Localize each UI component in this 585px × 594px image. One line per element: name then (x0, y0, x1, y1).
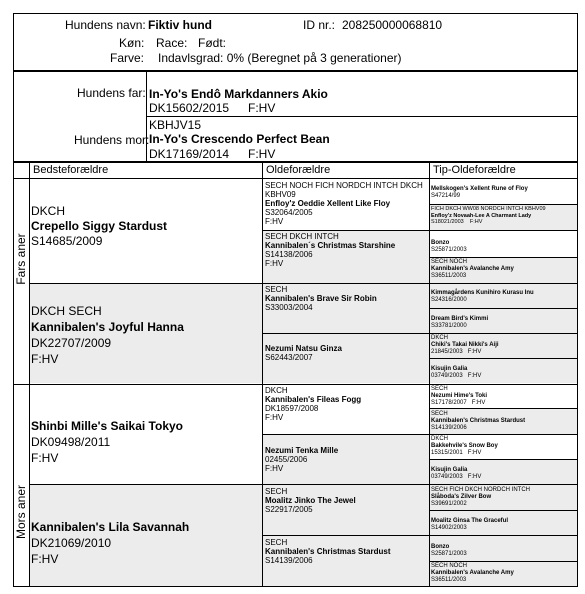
gggp-title: SECH FICH DKCH NORDCH INTCH (431, 487, 530, 493)
grandparent-reg: DK21069/2010 (31, 536, 112, 550)
grandparent-title: DKCH (31, 204, 66, 218)
gggp-name: Bonzo (431, 544, 450, 550)
grandparent-3 (31, 419, 183, 465)
gggp-name: Bonzo (431, 240, 450, 246)
gggp-15 (431, 544, 467, 558)
grandparent-name: Kannibalen's Joyful Hanna (31, 320, 184, 334)
gggp-hd: F:HV (467, 373, 482, 379)
gggp-4 (431, 259, 514, 280)
ggp-reg: S14138/2006 (265, 250, 313, 259)
ggp-divider-7 (262, 535, 578, 536)
great-grandparent-4 (265, 344, 342, 362)
ggp-hd: F:HV (265, 259, 284, 268)
gggp-3 (431, 240, 467, 254)
gggp-reg: 15315/2001 (431, 450, 463, 456)
ggp-reg: S32064/2005 (265, 208, 313, 217)
gggp-reg: 03749/2003 (431, 373, 463, 379)
id-value: 208250000068810 (342, 18, 443, 32)
gggp-reg: S18021/2003 (431, 219, 464, 225)
ggp-divider-3 (262, 333, 578, 334)
col-header-great-great-grandparents: Tip-Oldeforældre (433, 164, 516, 176)
gggp-14 (431, 518, 508, 532)
gggp-div-1 (429, 204, 578, 205)
color-label: Farve: (110, 51, 145, 65)
ggp-title: SECH (265, 285, 288, 294)
gggp-name: Kannibalen's Christmas Stardust (431, 418, 526, 424)
ggp-hd: F:HV (265, 217, 284, 226)
ggp-hd: F:HV (265, 464, 284, 473)
mother-title: KBHJV15 (149, 118, 202, 132)
gggp-title: SECH NOCH (431, 563, 468, 569)
parents-divider-horizontal (146, 116, 578, 117)
sex-label: Køn: (119, 36, 145, 50)
great-grandparent-7 (265, 487, 356, 514)
gp-divider-3 (29, 484, 578, 485)
side-divider (13, 384, 578, 385)
gggp-div-13 (429, 510, 578, 511)
gggp-hd: F:HV (467, 474, 482, 480)
gggp-title: DKCH (431, 335, 449, 341)
gggp-name: Bakkehvile's Snow Boy (431, 443, 498, 449)
side-label-fathers: Fars aner (14, 233, 28, 285)
gggp-div-11 (429, 459, 578, 460)
gggp-hd: F:HV (467, 450, 482, 456)
ggp-name: Kannibalen's Fileas Fogg (265, 395, 362, 404)
grandparent-reg: DK09498/2011 (31, 435, 111, 449)
grandparent-reg: S14685/2009 (31, 234, 103, 248)
gggp-reg: S33781/2000 (431, 323, 467, 329)
gp-divider-1 (29, 283, 578, 284)
gggp-name: Kisujin Galia (431, 366, 468, 372)
ggp-name: Kannibalen's Christmas Stardust (265, 547, 391, 556)
grandparent-1 (31, 204, 167, 248)
gggp-7 (431, 335, 499, 356)
gggp-11 (431, 436, 498, 457)
ggp-divider-5 (262, 434, 578, 435)
gggp-name: Enfloy'z Novaah-Lee A Charmant Lady (431, 212, 532, 219)
inbreeding-text: Indavlsgrad: 0% (Beregnet på 3 generationer) (158, 51, 402, 65)
ggp-reg: DK18597/2008 (265, 404, 319, 413)
gggp-title: SECH (431, 386, 448, 392)
gggp-hd: F:HV (469, 219, 483, 225)
gggp-reg: 03749/2003 (431, 474, 463, 480)
ggp-reg: 02455/2006 (265, 455, 308, 464)
ggp-name: Enfloy'z Oeddie Xellent Like Floy (265, 199, 391, 208)
gggp-reg: S36511/2003 (431, 577, 467, 583)
gggp-name: Mellskogen's Xellent Rune of Floy (431, 186, 528, 192)
gggp-9 (431, 386, 487, 407)
ggp-name: Nezumi Tenka Mille (265, 446, 339, 455)
mother-reg: DK17169/2014 (149, 147, 230, 161)
great-grandparent-5 (265, 386, 361, 422)
ggp-name: Kannibalen´s Christmas Starshine (265, 241, 396, 250)
ggp-reg: S62443/2007 (265, 353, 313, 362)
grandparent-hd: F:HV (31, 352, 59, 366)
father-reg: DK15602/2015 (149, 101, 230, 115)
gggp-8 (431, 366, 481, 380)
gggp-name: Slåboda's Zilver Bow (431, 494, 492, 500)
born-label: Født: (198, 36, 227, 50)
gggp-title: DKCH (431, 436, 449, 442)
gggp-title: FICH DKCH WW08 NORDCH INTCH KBHV09 (431, 206, 546, 212)
gggp-name: Kannibalen's Avalanche Amy (431, 266, 514, 272)
gggp-reg: S47214/99 (431, 193, 461, 199)
header-row-line (13, 178, 578, 179)
grandparent-4 (31, 520, 189, 566)
gggp-1 (431, 186, 528, 200)
gggp-hd: F:HV (471, 400, 486, 406)
side-label-mothers: Mors aner (14, 484, 28, 540)
gggp-13 (431, 487, 530, 508)
ggp-divider-1 (262, 230, 578, 231)
gggp-10 (431, 411, 525, 432)
col-line-2 (429, 162, 430, 587)
ggp-hd: F:HV (265, 413, 284, 422)
gggp-reg: S36511/2003 (431, 273, 467, 279)
gggp-name: Nezumi Hime's Toki (431, 393, 487, 399)
gggp-div-5 (429, 308, 578, 309)
ggp-name: Kannibalen's Brave Sir Robin (265, 294, 377, 303)
father-label: Hundens far: (77, 86, 146, 100)
gggp-reg: S14139/2006 (431, 425, 467, 431)
father-hd: F:HV (248, 101, 276, 115)
ggp-title (265, 181, 427, 199)
grandparent-hd: F:HV (31, 451, 59, 465)
mother-label: Hundens mor: (74, 133, 150, 147)
gggp-hd: F:HV (467, 349, 482, 355)
ggp-reg: S22917/2005 (265, 505, 313, 514)
mother-hd: F:HV (248, 147, 276, 161)
father-name: In-Yo's Endô Markdanners Akio (149, 87, 328, 101)
gggp-6 (431, 316, 488, 330)
gggp-16 (431, 563, 514, 584)
grandparent-reg: DK22707/2009 (31, 336, 112, 350)
gggp-div-9 (429, 408, 578, 409)
gggp-reg: S24316/2000 (431, 297, 467, 303)
gggp-title: SECH (431, 411, 448, 417)
grandparent-name: Kannibalen's Lila Savannah (31, 520, 190, 534)
gggp-title: SECH NOCH (431, 259, 468, 265)
grandparent-name: Crepello Siggy Stardust (31, 219, 168, 233)
gggp-name: Kannibalen's Avalanche Amy (431, 570, 514, 576)
great-grandparent-8 (265, 538, 391, 565)
ggp-title: SECH DKCH INTCH (265, 232, 339, 241)
race-label: Race: (156, 36, 188, 50)
col-header-grandparents: Bedsteforældre (33, 164, 109, 176)
ggp-title: SECH (265, 487, 288, 496)
gggp-div-3 (429, 257, 578, 258)
great-grandparent-3 (265, 285, 377, 312)
ggp-name: Moalitz Jinko The Jewel (265, 496, 356, 505)
ggp-title: SECH (265, 538, 288, 547)
great-grandparent-6 (265, 446, 338, 473)
col-header-great-grandparents: Oldeforældre (266, 164, 331, 176)
gggp-reg: S17178/2007 (431, 400, 467, 406)
mother-name: In-Yo's Crescendo Perfect Bean (149, 132, 330, 146)
gggp-name: Kisujin Galia (431, 467, 468, 473)
gggp-reg: S25871/2003 (431, 551, 467, 557)
gggp-div-7 (429, 358, 578, 359)
gggp-5 (431, 290, 534, 304)
gggp-name: Moalitz Ginsa The Graceful (431, 518, 509, 524)
ggp-reg: S14139/2006 (265, 556, 313, 565)
grandparent-2 (31, 304, 184, 366)
name-value: Fiktiv hund (148, 18, 212, 32)
ggp-title-text: SECH NOCH FICH NORDCH INTCH DKCH KBHV09 (265, 181, 423, 199)
name-label: Hundens navn: (65, 18, 146, 32)
gggp-12 (431, 467, 481, 481)
grandparent-title: DKCH SECH (31, 304, 102, 318)
id-label: ID nr.: (303, 18, 336, 32)
ggp-reg: S33003/2004 (265, 303, 313, 312)
gggp-2 (431, 206, 546, 226)
gggp-reg: S39691/2002 (431, 501, 467, 507)
gggp-div-15 (429, 561, 578, 562)
grandparent-name: Shinbi Mille's Saikai Tokyo (31, 419, 184, 433)
gggp-reg: S14902/2003 (431, 525, 467, 531)
ggp-name: Nezumi Natsu Ginza (265, 344, 342, 353)
gggp-name: Dream Bird's Kimmi (431, 316, 489, 322)
gggp-name: Kimmagårdens Kunihiro Kurasu Inu (431, 290, 534, 296)
ggp-title: DKCH (265, 386, 288, 395)
gggp-name: Chiki's Takai Nikki's Aiji (431, 342, 499, 348)
great-grandparent-1 (265, 181, 427, 226)
col-line-1 (262, 162, 263, 587)
side-col-line (29, 162, 30, 587)
gggp-reg: 21845/2003 (431, 349, 463, 355)
grandparent-hd: F:HV (31, 552, 59, 566)
gggp-reg: S25871/2003 (431, 247, 467, 253)
great-grandparent-2 (265, 232, 395, 268)
